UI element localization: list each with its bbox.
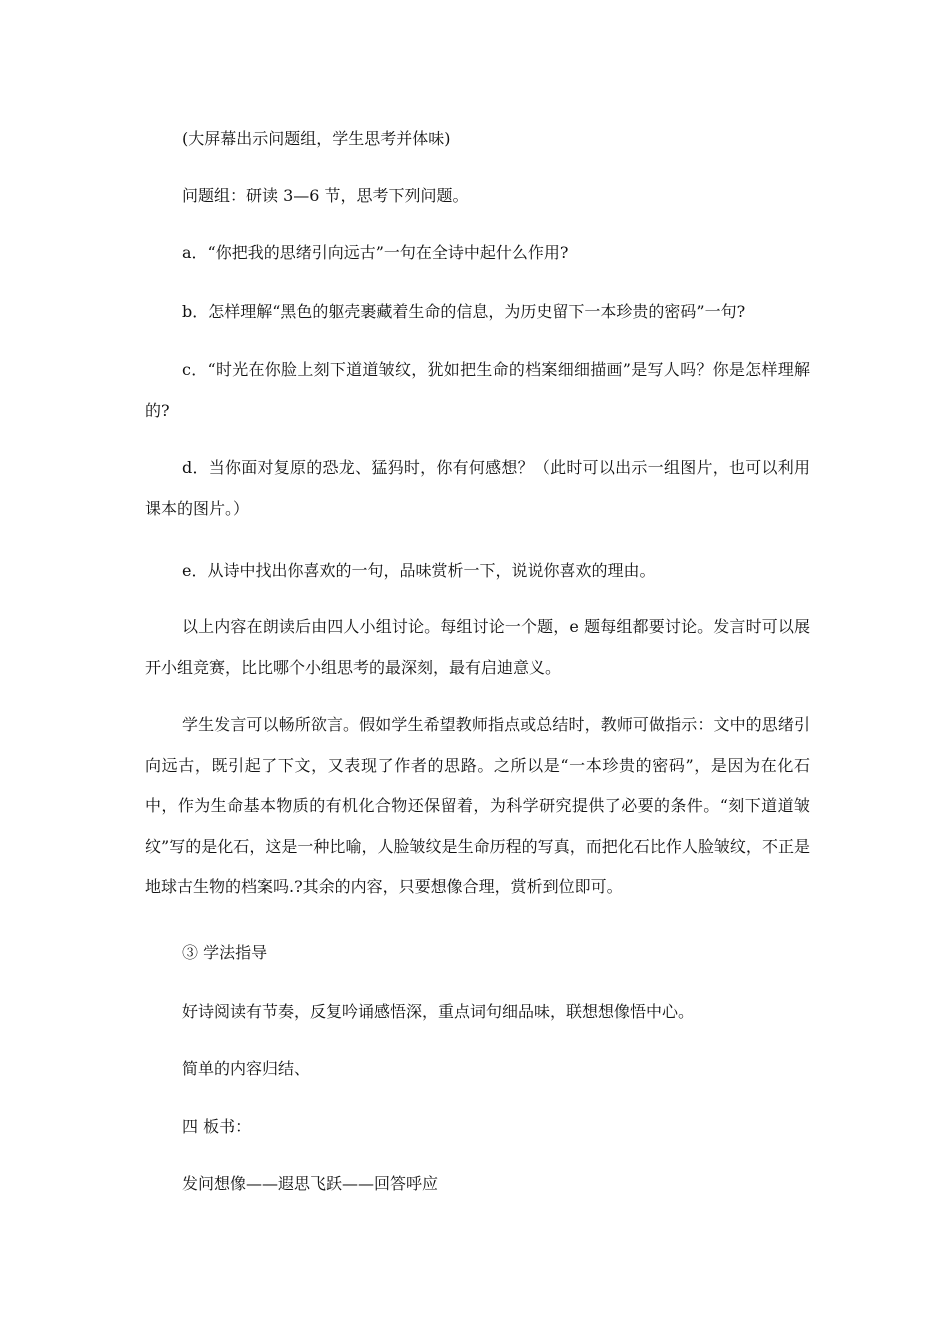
question-d: d．当你面对复原的恐龙、猛犸时，你有何感想？（此时可以出示一组图片，也可以利用课本的图片。） — [145, 458, 810, 518]
question-e: e．从诗中找出你喜欢的一句，品味赏析一下，说说你喜欢的理由。 — [182, 561, 656, 580]
question-c: c．“时光在你脸上刻下道道皱纹，犹如把生命的档案细细描画”是写人吗？你是怎样理解的? — [145, 360, 810, 420]
question-group-heading: 问题组：研读 3—6 节，思考下列问题。 — [182, 186, 469, 205]
question-a: a．“你把我的思绪引向远古”一句在全诗中起什么作用? — [182, 243, 569, 262]
discussion-paragraph: 以上内容在朗读后由四人小组讨论。每组讨论一个题，e 题每组都要讨论。发言时可以展开小组竞赛，比比哪个小组思考的最深刻，最有启迪意义。 — [145, 617, 810, 677]
content-summary: 简单的内容归结、 — [182, 1059, 311, 1078]
question-b: b．怎样理解“黑色的躯壳裹藏着生命的信息，为历史留下一本珍贵的密码”一句? — [182, 302, 746, 321]
intro-instruction: (大屏幕出示问题组，学生思考并体味) — [182, 129, 451, 148]
study-method-summary: 好诗阅读有节奏，反复吟诵感悟深，重点词句细品味，联想想像悟中心。 — [182, 1002, 695, 1021]
board-writing-content: 发问想像——遐思飞跃——回答呼应 — [182, 1174, 439, 1193]
study-method-heading: ③ 学法指导 — [182, 943, 268, 962]
teacher-guidance-paragraph: 学生发言可以畅所欲言。假如学生希望教师指点或总结时，教师可做指示：文中的思绪引向远古，既引起了下文，又表现了作者的思路。之所以是“一本珍贵的密码”，是因为在化石中，作为生命基本物质的有机化合物还保留着，为科学研究提供了必要的条件。“刻下道道皱纹”写的是化石，这是一种比喻，人脸皱纹是生命历程的写真，而把化石比作人脸皱纹，不正是地球古生物的档案吗.?其余的内容，只要想像合理，赏析到位即可。 — [145, 715, 810, 897]
board-writing-heading: 四 板书： — [182, 1117, 252, 1136]
